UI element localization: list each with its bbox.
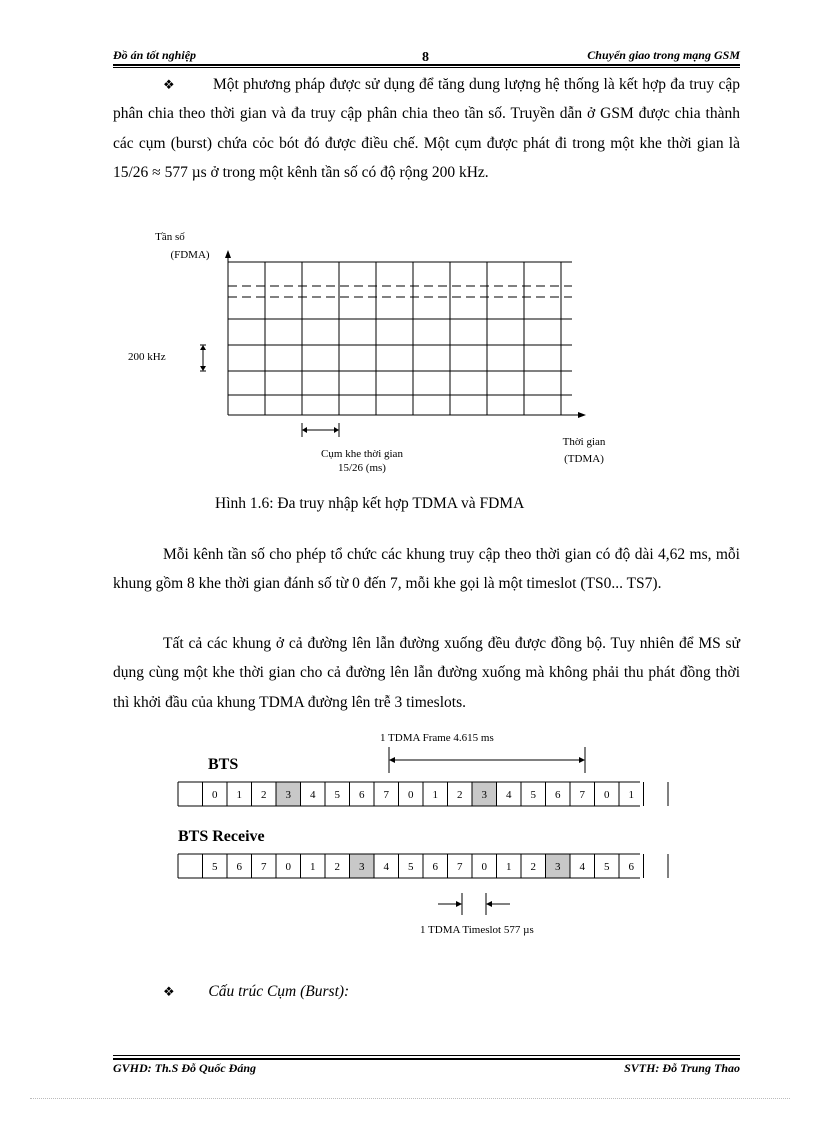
tdma-fdma-diagram <box>110 225 630 475</box>
footer-left: GVHD: Th.S Đỗ Quốc Đáng <box>113 1061 257 1075</box>
bts-receive-slot: 2 <box>530 861 536 873</box>
burst-width-marker <box>302 423 339 437</box>
timeslot-arrow-left-icon <box>486 901 492 907</box>
bts-slot: 7 <box>579 789 585 801</box>
frame-label: 1 TDMA Frame 4.615 ms <box>380 732 494 744</box>
bts-slot: 0 <box>604 789 610 801</box>
bts-slot: 1 <box>236 789 242 801</box>
bts-receive-slot: 3 <box>359 861 365 873</box>
timeslot-label: 1 TDMA Timeslot 577 µs <box>420 924 534 936</box>
bts-receive-slot: 7 <box>261 861 267 873</box>
frame-marker <box>389 747 585 773</box>
bts-receive-slot: 5 <box>212 861 218 873</box>
bts-receive-slot: 0 <box>481 861 487 873</box>
bts-slot: 5 <box>334 789 340 801</box>
bts-receive-label: BTS Receive <box>178 828 265 845</box>
header-rule <box>113 64 740 66</box>
bts-slot: 4 <box>506 789 512 801</box>
bts-receive-slot: 1 <box>506 861 512 873</box>
bandwidth-label: 200 kHz <box>128 351 166 363</box>
bts-timing-diagram <box>170 725 670 945</box>
y-axis-label-line1: Tần số <box>155 231 185 243</box>
footer-rule-thin <box>113 1055 740 1056</box>
x-axis-arrow-icon <box>578 412 586 418</box>
bts-slot: 6 <box>555 789 561 801</box>
frame-arrow-right-icon <box>579 757 585 763</box>
bts-slot: 3 <box>481 789 487 801</box>
burst-label-line1: Cụm khe thời gian <box>321 448 403 460</box>
bandwidth-arrow-up-icon <box>200 345 206 350</box>
page-edge <box>30 1098 790 1099</box>
x-axis-label-line2: (TDMA) <box>564 453 604 465</box>
header-right: Chuyển giao trong mạng GSM <box>587 48 740 62</box>
bts-receive-slot: 5 <box>604 861 610 873</box>
bts-receive-slot: 7 <box>457 861 463 873</box>
footer-rule <box>113 1058 740 1060</box>
bullet-icon: ❖ <box>163 77 175 92</box>
bts-slot: 3 <box>285 789 291 801</box>
paragraph-1-text: Một phương pháp được sử dụng để tăng dung lượng hệ thống là kết hợp đa truy cập phân chia theo thời gian và đa truy cập phân chia theo tần số. Truyền dẫn ở GSM được chia thành các cụm (burst) chứa cỏc bót đó được điều chế. Một cụm được phát đi trong một khe thời gian là 15/26 ≈ 577 µs ở trong một kênh tần số có độ rộng 200 kHz. <box>113 76 740 181</box>
burst-arrow-right-icon <box>334 427 339 433</box>
bts-receive-slot: 1 <box>310 861 316 873</box>
paragraph-1 <box>113 70 740 187</box>
burst-arrow-left-icon <box>302 427 307 433</box>
frame-arrow-left-icon <box>389 757 395 763</box>
bts-receive-slot: 4 <box>383 861 389 873</box>
page-number: 8 <box>422 50 429 65</box>
bts-receive-slot: 6 <box>432 861 438 873</box>
bts-slot: 1 <box>432 789 438 801</box>
bts-slot: 6 <box>359 789 365 801</box>
bts-receive-slot-row <box>178 854 668 878</box>
bts-slot: 7 <box>383 789 389 801</box>
bts-receive-slot: 4 <box>579 861 585 873</box>
bts-slot: 2 <box>457 789 463 801</box>
bts-receive-slot: 5 <box>408 861 414 873</box>
header-left: Đồ án tốt nghiệp <box>113 48 197 62</box>
bts-slot: 2 <box>261 789 267 801</box>
paragraph-3: Tất cả các khung ở cả đường lên lẫn đường xuống đều được đồng bộ. Tuy nhiên để MS sử dụng cùng một khe thời gian cho cả đường lên lẫn đường xuống mà không phải thu phát đồng thời thì khởi đầu của khung TDMA đường lên trễ 3 timeslots. <box>113 635 740 711</box>
header-rule-thin <box>113 67 740 68</box>
bts-slot: 5 <box>530 789 536 801</box>
burst-label-line2: 15/26 (ms) <box>338 462 386 474</box>
grid-vertical <box>265 262 561 415</box>
timeslot-arrow-right-icon <box>456 901 462 907</box>
grid-horizontal <box>228 262 572 395</box>
bullet-icon: ❖ <box>163 984 175 999</box>
bts-slot: 0 <box>408 789 414 801</box>
x-axis-label-line1: Thời gian <box>562 436 606 448</box>
timeslot-marker <box>438 893 510 915</box>
figure-1-caption: Hình 1.6: Đa truy nhập kết hợp TDMA và FDMA <box>215 495 525 512</box>
bts-receive-slot: 6 <box>628 861 634 873</box>
paragraph-2: Mỗi kênh tần số cho phép tổ chức các khung truy cập theo thời gian có độ dài 4,62 ms, mỗi khung gồm 8 khe thời gian đánh số từ 0 đến 7, mỗi khe gọi là một timeslot (TS0... TS7). <box>113 546 740 593</box>
bts-slot-row <box>178 782 668 806</box>
bandwidth-arrow-down-icon <box>200 366 206 371</box>
footer-right: SVTH: Đỗ Trung Thao <box>624 1061 740 1075</box>
bts-receive-slot: 0 <box>285 861 291 873</box>
bts-slot: 0 <box>212 789 218 801</box>
bts-slot: 1 <box>628 789 634 801</box>
y-axis-label-line2: (FDMA) <box>170 249 210 261</box>
section-title: Cấu trúc Cụm (Burst): <box>208 983 350 1000</box>
bts-label: BTS <box>208 756 239 773</box>
bts-receive-slot: 6 <box>236 861 242 873</box>
section-heading <box>163 983 349 1001</box>
bts-receive-slot: 2 <box>334 861 340 873</box>
bts-receive-slot: 3 <box>555 861 561 873</box>
y-axis-arrow-icon <box>225 250 231 258</box>
bts-slot: 4 <box>310 789 316 801</box>
